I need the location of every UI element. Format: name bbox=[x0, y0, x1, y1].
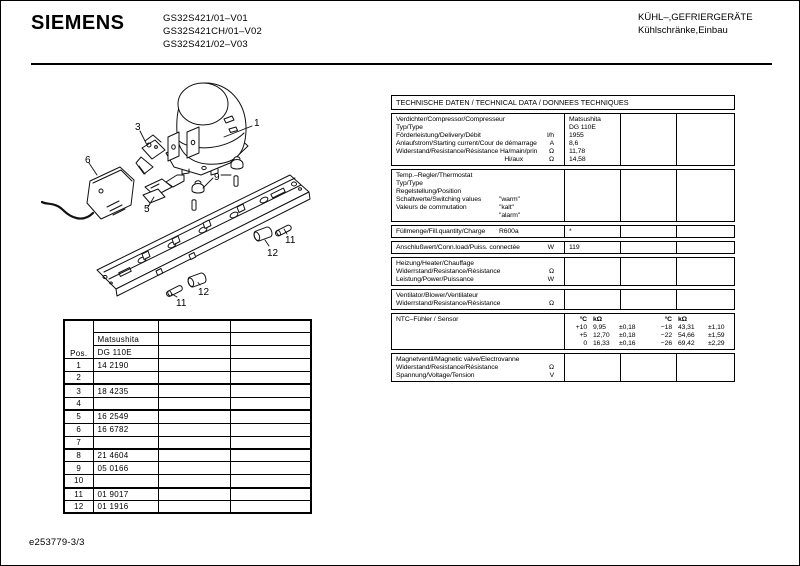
empty-cell bbox=[158, 410, 230, 423]
pos-cell: 2 bbox=[64, 372, 93, 385]
tech-value: 11,78 bbox=[569, 147, 586, 155]
tech-label: Heizung/Heater/Chauffage bbox=[396, 259, 474, 267]
part-number-cell bbox=[93, 397, 158, 410]
category-line: KÜHL–,GEFRIERGERÄTE bbox=[638, 12, 753, 23]
tech-label: Widerstand/Resistance/Résistance bbox=[396, 363, 499, 371]
header-cell bbox=[158, 333, 230, 346]
cover-with-cable-illustration bbox=[42, 167, 134, 219]
ntc-value: 69,42 bbox=[678, 339, 695, 347]
pos-cell: 1 bbox=[64, 359, 93, 372]
tech-label: Schaltwerte/Switching values bbox=[396, 195, 482, 203]
tech-unit: Ω bbox=[549, 299, 554, 307]
part-number-cell: 01 9017 bbox=[93, 488, 158, 501]
tech-section-heater bbox=[391, 257, 735, 286]
tech-label-line bbox=[396, 292, 554, 300]
part-number-cell: 16 2549 bbox=[93, 410, 158, 423]
tech-value bbox=[569, 364, 620, 372]
parts-row bbox=[64, 436, 311, 449]
ntc-column-header bbox=[706, 316, 731, 324]
part-number-label: 3 bbox=[135, 122, 141, 133]
empty-cell bbox=[230, 423, 311, 436]
tech-value bbox=[569, 188, 620, 196]
ntc-column-header: °C bbox=[579, 315, 587, 323]
part-number-cell: 21 4604 bbox=[93, 449, 158, 462]
tech-sub-value: R600a bbox=[499, 227, 519, 235]
tech-value: 119 bbox=[569, 243, 580, 251]
ntc-value: ±1,10 bbox=[708, 323, 725, 331]
tech-label-line bbox=[396, 156, 554, 164]
tech-label-line bbox=[396, 148, 554, 156]
pos-cell: 12 bbox=[64, 500, 93, 513]
tech-label-line bbox=[396, 276, 554, 284]
part-number-label: 9 bbox=[214, 172, 220, 183]
tech-label-cell bbox=[392, 226, 564, 237]
tech-value bbox=[569, 172, 620, 180]
tech-label: Widerrstand/Resistance/Résistance bbox=[396, 267, 501, 275]
tech-value-cell bbox=[620, 242, 676, 253]
tech-value: * bbox=[569, 227, 572, 235]
empty-cell bbox=[230, 475, 311, 488]
pos-cell: 7 bbox=[64, 436, 93, 449]
tech-value-cell bbox=[564, 170, 620, 221]
tech-value-cell bbox=[564, 290, 620, 309]
empty-cell bbox=[158, 384, 230, 397]
parts-row bbox=[64, 488, 311, 501]
parts-row bbox=[64, 449, 311, 462]
tech-label-line bbox=[396, 140, 554, 148]
part-number-label: 11 bbox=[176, 298, 187, 309]
parts-row bbox=[64, 500, 311, 513]
tech-label: Leistung/Power/Puissance bbox=[396, 275, 474, 283]
ntc-value: ±0,18 bbox=[619, 331, 636, 339]
tech-sub-value: "warm" bbox=[499, 195, 520, 203]
ntc-value: 0 bbox=[583, 339, 587, 347]
empty-cell bbox=[230, 410, 311, 423]
tech-value bbox=[569, 212, 620, 220]
tech-value-cell bbox=[564, 258, 620, 285]
compressor-exploded-illustration bbox=[41, 71, 381, 321]
tech-label-cell bbox=[392, 242, 564, 253]
tech-label: Ventilator/Blower/Ventilateur bbox=[396, 291, 479, 299]
tech-value bbox=[569, 292, 620, 300]
tech-label-line bbox=[396, 268, 554, 276]
ntc-value: −22 bbox=[660, 331, 672, 339]
tech-label: Widerrstand/Resistance/Résistance bbox=[396, 299, 501, 307]
pos-cell: 3 bbox=[64, 384, 93, 397]
ntc-value: +5 bbox=[579, 331, 587, 339]
tech-label-line bbox=[396, 180, 554, 188]
tech-label: Temp.–Regler/Thermostat bbox=[396, 171, 473, 179]
tech-value bbox=[569, 260, 620, 268]
tech-value: DG 110E bbox=[569, 123, 596, 131]
tech-value bbox=[569, 356, 620, 364]
vendor-header-cell: Matsushita bbox=[93, 333, 158, 346]
empty-cell bbox=[230, 449, 311, 462]
parts-list-table bbox=[63, 319, 312, 514]
tech-value-cell bbox=[676, 290, 732, 309]
bushing-illustration bbox=[253, 226, 273, 242]
tech-section-connected-load bbox=[391, 241, 735, 254]
header-cell bbox=[158, 346, 230, 359]
tech-value-cell bbox=[676, 354, 732, 381]
tech-section-magnetic-valve bbox=[391, 353, 735, 382]
tech-label-line bbox=[396, 300, 554, 308]
empty-cell bbox=[230, 462, 311, 475]
ntc-value: ±2,29 bbox=[708, 339, 725, 347]
relay-illustration bbox=[136, 135, 165, 174]
technical-data-sections bbox=[391, 113, 735, 382]
siemens-logo: SIEMENS bbox=[31, 12, 125, 34]
empty-cell bbox=[230, 488, 311, 501]
model-number: GS32S421CH/01–V02 bbox=[163, 26, 262, 37]
tech-label: Typ/Type bbox=[396, 123, 423, 131]
tech-value: Matsushita bbox=[569, 115, 601, 123]
pos-cell: 10 bbox=[64, 475, 93, 488]
tech-value: 8,6 bbox=[569, 139, 579, 147]
tech-unit: l/h bbox=[547, 131, 554, 139]
tech-value-cell bbox=[676, 114, 732, 165]
parts-row bbox=[64, 410, 311, 423]
part-number-label: 12 bbox=[267, 248, 279, 259]
pos-column-header: Pos. bbox=[64, 320, 93, 359]
tech-label-cell bbox=[392, 290, 564, 309]
tech-unit: W bbox=[547, 243, 554, 251]
exploded-view-drawing bbox=[41, 71, 381, 321]
empty-cell bbox=[230, 397, 311, 410]
tech-value-cell bbox=[676, 170, 732, 221]
tech-value-cell bbox=[564, 354, 620, 381]
document-number: e253779-3/3 bbox=[29, 537, 85, 548]
tech-label: Magnetventil/Magnetic valve/Electrovanne bbox=[396, 355, 520, 363]
tech-value bbox=[569, 300, 620, 308]
tech-section-charge bbox=[391, 225, 735, 238]
tech-label-line bbox=[396, 124, 554, 132]
parts-row bbox=[64, 462, 311, 475]
header-cell bbox=[230, 346, 311, 359]
ntc-column-header: °C bbox=[664, 315, 672, 323]
tech-section-thermostat bbox=[391, 169, 735, 222]
tech-label-line bbox=[396, 228, 554, 236]
part-number-label: 11 bbox=[285, 235, 296, 246]
empty-cell bbox=[230, 372, 311, 385]
tech-label-line bbox=[396, 364, 554, 372]
parts-row bbox=[64, 372, 311, 385]
part-number-label: 1 bbox=[254, 118, 260, 129]
technical-data-title: TECHNISCHE DATEN / TECHNICAL DATA / DONNEES TECHNIQUES bbox=[391, 95, 735, 110]
tech-value-cell bbox=[620, 114, 676, 165]
ntc-value: +10 bbox=[575, 323, 587, 331]
part-number-cell bbox=[93, 436, 158, 449]
tech-value-cell bbox=[564, 242, 620, 253]
part-number-cell bbox=[93, 372, 158, 385]
tech-label: Füllmenge/Fill.quantity/Charge bbox=[396, 227, 486, 235]
tech-value: 1955 bbox=[569, 131, 584, 139]
tech-label-cell bbox=[392, 114, 564, 165]
ntc-value: ±1,59 bbox=[708, 331, 725, 339]
pos-cell: 6 bbox=[64, 423, 93, 436]
ntc-value: 9,95 bbox=[593, 323, 606, 331]
empty-cell bbox=[158, 397, 230, 410]
ntc-column-header: kΩ bbox=[678, 315, 688, 323]
tech-value-cell bbox=[620, 290, 676, 309]
tech-label: Anschlußwert/Conn.load/Puiss. connectée bbox=[396, 243, 520, 251]
tech-value-cell bbox=[676, 258, 732, 285]
tech-label-line bbox=[396, 204, 554, 212]
tech-unit: Ω bbox=[549, 267, 554, 275]
part-number-cell: 16 6782 bbox=[93, 423, 158, 436]
pos-cell: 9 bbox=[64, 462, 93, 475]
tech-label-line bbox=[396, 316, 554, 324]
part-number-label: 5 bbox=[144, 204, 150, 215]
part-number-label: 12 bbox=[198, 287, 210, 298]
technical-data-table bbox=[391, 95, 735, 382]
header-cell bbox=[230, 320, 311, 333]
tech-section-compressor bbox=[391, 113, 735, 166]
ntc-value: −26 bbox=[660, 339, 672, 347]
empty-cell bbox=[158, 359, 230, 372]
tech-value bbox=[569, 276, 620, 284]
ntc-value: 12,70 bbox=[593, 331, 610, 339]
pos-cell: 11 bbox=[64, 488, 93, 501]
empty-cell bbox=[230, 384, 311, 397]
ntc-column-header: kΩ bbox=[593, 315, 603, 323]
ntc-value: 54,66 bbox=[678, 331, 695, 339]
ntc-value: 16,33 bbox=[593, 339, 610, 347]
parts-row bbox=[64, 475, 311, 488]
tech-label-line bbox=[396, 212, 554, 220]
header-cell bbox=[230, 333, 311, 346]
tech-label: Verdichter/Compressor/Compresseur bbox=[396, 115, 505, 123]
part-number-cell: 18 4235 bbox=[93, 384, 158, 397]
tech-unit: Ω bbox=[549, 363, 554, 371]
ntc-value: ±0,16 bbox=[619, 339, 636, 347]
empty-cell bbox=[158, 488, 230, 501]
tech-unit: V bbox=[549, 371, 554, 379]
model-number-list bbox=[163, 12, 262, 51]
tech-value bbox=[569, 372, 620, 380]
pos-cell: 4 bbox=[64, 397, 93, 410]
tech-label-cell bbox=[392, 258, 564, 285]
tech-value-cell bbox=[620, 170, 676, 221]
empty-cell bbox=[158, 475, 230, 488]
parts-row bbox=[64, 359, 311, 372]
tech-label-cell bbox=[392, 314, 564, 349]
parts-header-row bbox=[64, 320, 311, 333]
ntc-value: ±0,18 bbox=[619, 323, 636, 331]
tech-value-cell bbox=[620, 354, 676, 381]
pos-cell: 8 bbox=[64, 449, 93, 462]
tech-value bbox=[569, 196, 620, 204]
tech-label-line bbox=[396, 356, 554, 364]
ntc-column-header bbox=[617, 316, 648, 324]
tech-unit: A bbox=[549, 139, 554, 147]
tech-section-ntc-sensor bbox=[391, 313, 735, 350]
tech-sub-value: "alarm" bbox=[499, 211, 521, 219]
tech-label: NTC–Fühler / Sensor bbox=[396, 315, 459, 323]
tech-value bbox=[569, 204, 620, 212]
tech-label-line bbox=[396, 116, 554, 124]
tech-value-cell bbox=[564, 114, 620, 165]
parts-header-row bbox=[64, 333, 311, 346]
tech-value-cell bbox=[676, 226, 732, 237]
tech-label-cell bbox=[392, 170, 564, 221]
empty-cell bbox=[158, 462, 230, 475]
tech-value bbox=[569, 268, 620, 276]
empty-cell bbox=[158, 500, 230, 513]
thermal-protector-illustration bbox=[143, 175, 184, 203]
parts-row bbox=[64, 384, 311, 397]
parts-header-row bbox=[64, 346, 311, 359]
empty-cell bbox=[230, 500, 311, 513]
tech-label-line bbox=[396, 196, 554, 204]
tech-unit: Ω bbox=[549, 147, 554, 155]
tech-value-cell bbox=[564, 226, 620, 237]
empty-cell bbox=[158, 423, 230, 436]
tech-value-cell bbox=[620, 226, 676, 237]
tech-unit: Ω bbox=[549, 155, 554, 163]
tech-label: Widerstand/Resistance/Résistance Ha/main/prin bbox=[396, 147, 538, 155]
pos-cell: 5 bbox=[64, 410, 93, 423]
tech-value-cell bbox=[620, 258, 676, 285]
parts-row bbox=[64, 423, 311, 436]
category-line: Kühlschränke,Einbau bbox=[638, 24, 728, 36]
empty-cell bbox=[230, 436, 311, 449]
tech-label-line bbox=[396, 172, 554, 180]
tech-section-blower bbox=[391, 289, 735, 310]
tech-label: Regelstellung/Position bbox=[396, 187, 462, 195]
header-divider bbox=[31, 63, 772, 65]
empty-cell bbox=[158, 372, 230, 385]
tech-label-line bbox=[396, 372, 554, 380]
part-number-cell: 14 2190 bbox=[93, 359, 158, 372]
header-cell bbox=[93, 320, 158, 333]
bushing-illustration bbox=[187, 272, 207, 288]
empty-cell bbox=[158, 449, 230, 462]
tech-label-line bbox=[396, 260, 554, 268]
tech-label-cell bbox=[392, 354, 564, 381]
tech-label-line bbox=[396, 244, 554, 252]
tech-label: Valeurs de commutation bbox=[396, 203, 467, 211]
header-cell bbox=[158, 320, 230, 333]
tech-label: Typ/Type bbox=[396, 179, 423, 187]
model-number: GS32S421/01–V01 bbox=[163, 13, 248, 24]
tech-label: Hi/aux bbox=[504, 155, 524, 163]
tech-value-cell bbox=[676, 242, 732, 253]
tech-label: Förderleistung/Delivery/Débit bbox=[396, 131, 481, 139]
tech-label: Spannung/Voltage/Tension bbox=[396, 371, 475, 379]
part-number-label: 6 bbox=[85, 155, 91, 166]
tech-label: Anlaufstrom/Starting current/Cour de démarrage bbox=[396, 139, 537, 147]
ntc-data-grid bbox=[564, 314, 734, 349]
tech-sub-value: "kalt" bbox=[499, 203, 514, 211]
empty-cell bbox=[230, 359, 311, 372]
tech-value bbox=[569, 180, 620, 188]
part-number-cell bbox=[93, 475, 158, 488]
model-number: GS32S421/02–V03 bbox=[163, 39, 248, 50]
empty-cell bbox=[158, 436, 230, 449]
appliance-category bbox=[638, 12, 753, 37]
vendor-header-cell: DG 110E bbox=[93, 346, 158, 359]
ntc-value: 43,31 bbox=[678, 323, 695, 331]
tech-label-line bbox=[396, 132, 554, 140]
part-number-cell: 01 1916 bbox=[93, 500, 158, 513]
tech-label-line bbox=[396, 188, 554, 196]
parts-row bbox=[64, 397, 311, 410]
tech-value: 14,58 bbox=[569, 155, 586, 163]
tech-unit: W bbox=[547, 275, 554, 283]
parts-table bbox=[63, 319, 312, 514]
part-number-cell: 05 0166 bbox=[93, 462, 158, 475]
ntc-value: −18 bbox=[660, 323, 672, 331]
